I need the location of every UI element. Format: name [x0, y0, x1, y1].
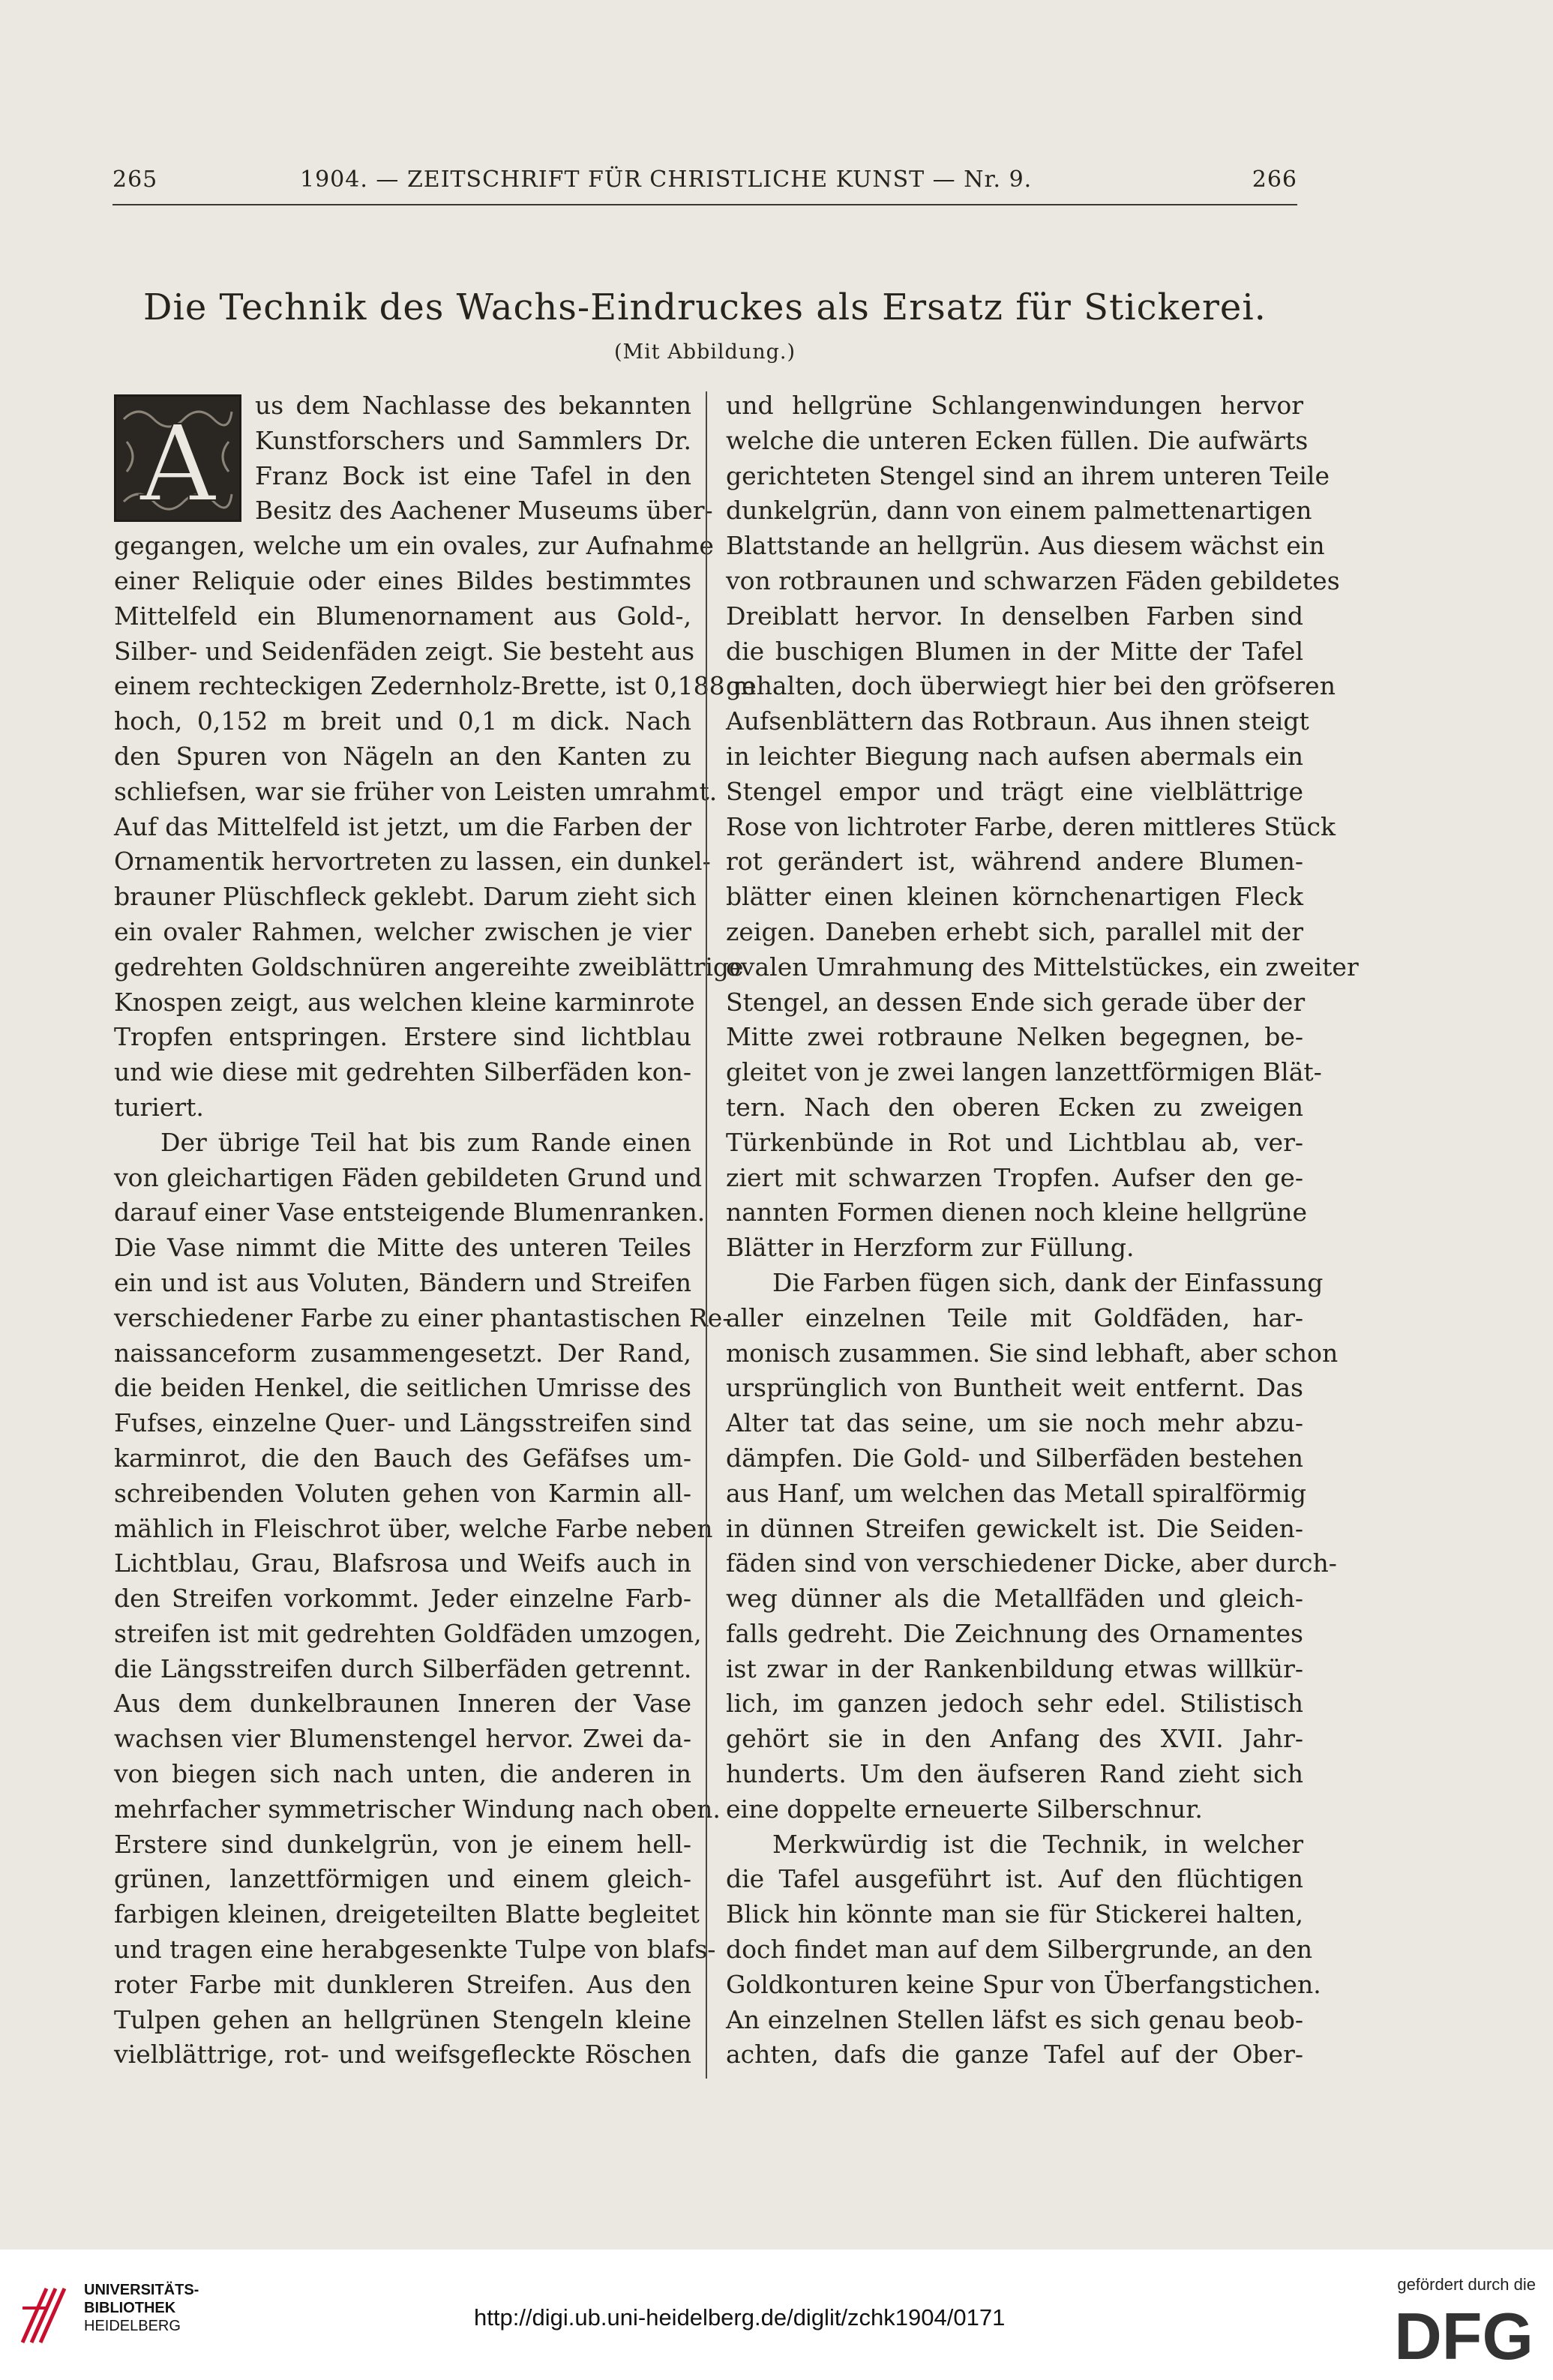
text-line: Fufses, einzelne Quer- und Längsstreifen sind — [114, 1408, 692, 1438]
text-line: ein und ist aus Voluten, Bändern und Streifen — [114, 1267, 691, 1297]
text-line: Lichtblau, Grau, Blafsrosa und Weifs auch in — [114, 1548, 691, 1578]
ub-heidelberg-logo-icon[interactable] — [16, 2278, 69, 2350]
text-line: zeigen. Daneben erhebt sich, parallel mit der — [726, 916, 1303, 946]
journal-header-title: 1904. — ZEITSCHRIFT FÜR CHRISTLICHE KUNST — Nr. 9. — [300, 166, 1033, 193]
text-line: Ornamentik hervortreten zu lassen, ein dunkel- — [114, 847, 711, 877]
text-line: Erstere sind dunkelgrün, von je einem hell- — [114, 1829, 691, 1859]
article-title: Die Technik des Wachs-Eindruckes als Ersatz für Stickerei. — [143, 286, 1267, 328]
text-line: in dünnen Streifen gewickelt ist. Die Seiden- — [726, 1513, 1303, 1543]
text-line: die Längsstreifen durch Silberfäden getrennt. — [114, 1653, 692, 1683]
text-line: Tropfen entspringen. Erstere sind lichtblau — [114, 1022, 691, 1052]
text-line: vielblättrige, rot- und weifsgefleckte Röschen — [114, 2040, 691, 2070]
text-line: und hellgrüne Schlangenwindungen hervor — [726, 391, 1303, 420]
text-line: doch findet man auf dem Silbergrunde, an den — [726, 1935, 1313, 1965]
permalink-url[interactable]: http://digi.ub.uni-heidelberg.de/diglit/zchk1904/0171 — [474, 2304, 1006, 2331]
text-line: Franz Bock ist eine Tafel in den — [255, 460, 691, 490]
text-line: An einzelnen Stellen läfst es sich genau beob- — [726, 2004, 1303, 2034]
running-header — [112, 166, 1297, 199]
column-divider — [706, 391, 707, 2079]
text-line: aller einzelnen Teile mit Goldfäden, har- — [726, 1302, 1303, 1332]
library-name[interactable] — [84, 2281, 199, 2335]
dfg-logo-icon[interactable] — [1380, 2299, 1537, 2373]
text-line: ovalen Umrahmung des Mittelstückes, ein zweiter — [726, 952, 1359, 982]
text-line: die beiden Henkel, die seitlichen Umrisse des — [114, 1373, 691, 1403]
text-line: von biegen sich nach unten, die anderen in — [114, 1759, 691, 1789]
text-line: monisch zusammen. Sie sind lebhaft, aber schon — [726, 1338, 1339, 1368]
text-line: darauf einer Vase entsteigende Blumenranken. — [114, 1197, 706, 1227]
text-line: ist zwar in der Rankenbildung etwas willkür- — [726, 1653, 1303, 1683]
text-line: von gleichartigen Fäden gebildeten Grund und — [114, 1162, 703, 1192]
text-line: gehört sie in den Anfang des XVII. Jahr- — [726, 1724, 1303, 1754]
text-line: einer Reliquie oder eines Bildes bestimmtes — [114, 565, 691, 595]
text-line: grünen, lanzettförmigen und einem gleich- — [114, 1864, 691, 1894]
text-line: falls gedreht. Die Zeichnung des Ornamentes — [726, 1618, 1303, 1648]
text-line: Kunstforschers und Sammlers Dr. — [255, 425, 691, 455]
text-line: brauner Plüschfleck geklebt. Darum zieht sich — [114, 882, 697, 912]
text-line: achten, dafs die ganze Tafel auf der Ober- — [726, 2040, 1303, 2070]
text-line: aus Hanf, um welchen das Metall spiralförmig — [726, 1478, 1306, 1508]
text-line: Dreiblatt hervor. In denselben Farben sind — [726, 601, 1303, 631]
text-line: Mitte zwei rotbraune Nelken begegnen, be- — [726, 1022, 1303, 1052]
text-line: streifen ist mit gedrehten Goldfäden umzogen, — [114, 1618, 702, 1648]
text-line: us dem Nachlasse des bekannten — [255, 391, 691, 420]
text-line: lich, im ganzen jedoch sehr edel. Stilistisch — [726, 1689, 1303, 1719]
text-line: Die Vase nimmt die Mitte des unteren Teiles — [114, 1233, 691, 1263]
text-line: karminrot, die den Bauch des Gefäfses um- — [114, 1443, 691, 1473]
text-line: gehalten, doch überwiegt hier bei den gröfseren — [726, 671, 1336, 701]
text-line: dämpfen. Die Gold- und Silberfäden bestehen — [726, 1443, 1303, 1473]
text-line: ein ovaler Rahmen, welcher zwischen je vier — [114, 916, 691, 946]
text-line: Der übrige Teil hat bis zum Rande einen — [160, 1127, 691, 1157]
text-line: ziert mit schwarzen Tropfen. Aufser den ge- — [726, 1162, 1303, 1192]
text-line: Tulpen gehen an hellgrünen Stengeln kleine — [114, 2004, 691, 2034]
library-name-line: HEIDELBERG — [84, 2318, 181, 2334]
text-line: weg dünner als die Metallfäden und gleich- — [726, 1584, 1303, 1614]
text-line: nannten Formen dienen noch kleine hellgrüne — [726, 1197, 1308, 1227]
text-line: ursprünglich von Buntheit weit entfernt. Das — [726, 1373, 1303, 1403]
text-line: Rose von lichtroter Farbe, deren mittleres Stück — [726, 811, 1336, 841]
text-line: Merkwürdig ist die Technik, in welcher — [772, 1829, 1303, 1859]
text-line: mählich in Fleischrot über, welche Farbe neben — [114, 1513, 713, 1543]
text-line: verschiedener Farbe zu einer phantastischen Re- — [114, 1302, 731, 1332]
text-line: Auf das Mittelfeld ist jetzt, um die Farben der — [114, 811, 691, 841]
text-line: fäden sind von verschiedener Dicke, aber durch- — [726, 1548, 1337, 1578]
text-line: gleitet von je zwei langen lanzettförmigen Blät- — [726, 1057, 1322, 1087]
text-line: turiert. — [114, 1092, 204, 1122]
text-line: naissanceform zusammengesetzt. Der Rand, — [114, 1338, 691, 1368]
text-line: tern. Nach den oberen Ecken zu zweigen — [726, 1092, 1303, 1122]
page-number-left: 265 — [112, 166, 158, 193]
text-line: die Tafel ausgeführt ist. Auf den flüchtigen — [726, 1864, 1303, 1894]
text-line: den Streifen vorkommt. Jeder einzelne Farb- — [114, 1584, 691, 1614]
text-line: rot gerändert ist, während andere Blumen- — [726, 847, 1303, 877]
dropcap-letter: A — [139, 403, 216, 526]
text-line: in leichter Biegung nach aufsen abermals ein — [726, 741, 1303, 771]
text-line: von rotbraunen und schwarzen Fäden gebildetes — [726, 565, 1340, 595]
text-line: welche die unteren Ecken füllen. Die aufwärts — [726, 425, 1309, 455]
text-line: Stengel empor und trägt eine vielblättrige — [726, 776, 1303, 806]
text-line: farbigen kleinen, dreigeteilten Blatte begleitet — [114, 1899, 700, 1929]
text-line: Blattstande an hellgrün. Aus diesem wächst ein — [726, 531, 1325, 561]
text-line: dunkelgrün, dann von einem palmettenartigen — [726, 496, 1312, 526]
page-number-right: 266 — [1252, 166, 1297, 193]
text-line: und tragen eine herabgesenkte Tulpe von blafs- — [114, 1935, 716, 1965]
text-line: hoch, 0,152 m breit und 0,1 m dick. Nach — [114, 706, 691, 736]
text-line: eine doppelte erneuerte Silberschnur. — [726, 1794, 1203, 1824]
article-subtitle: (Mit Abbildung.) — [613, 340, 796, 364]
text-line: Alter tat das seine, um sie noch mehr abzu- — [726, 1408, 1303, 1438]
viewer-footer — [0, 2250, 1553, 2380]
text-line: schreibenden Voluten gehen von Karmin all- — [114, 1478, 691, 1508]
text-line: Aus dem dunkelbraunen Inneren der Vase — [114, 1689, 691, 1719]
text-line: Die Farben fügen sich, dank der Einfassung — [772, 1267, 1324, 1297]
text-line: Blätter in Herzform zur Füllung. — [726, 1233, 1135, 1263]
text-line: und wie diese mit gedrehten Silberfäden kon- — [114, 1057, 691, 1087]
text-line: Türkenbünde in Rot und Lichtblau ab, ver- — [726, 1127, 1303, 1157]
header-rule — [112, 204, 1297, 205]
text-line: Goldkonturen keine Spur von Überfangstichen. — [726, 1969, 1321, 1999]
library-name-line: UNIVERSITÄTS- — [84, 2282, 199, 2298]
funding-label: gefördert durch die — [1397, 2275, 1536, 2294]
text-line: gedrehten Goldschnüren angereihte zweiblättrige — [114, 952, 744, 982]
text-line: Besitz des Aachener Museums über- — [255, 496, 713, 526]
text-line: Mittelfeld ein Blumenornament aus Gold-, — [114, 601, 691, 631]
text-line: hunderts. Um den äufseren Rand zieht sich — [726, 1759, 1303, 1789]
text-line: roter Farbe mit dunkleren Streifen. Aus den — [114, 1969, 691, 1999]
text-line: wachsen vier Blumenstengel hervor. Zwei da- — [114, 1724, 691, 1754]
text-line: mehrfacher symmetrischer Windung nach oben. — [114, 1794, 721, 1824]
right-column — [726, 388, 1359, 2073]
text-line: blätter einen kleinen körnchenartigen Fleck — [726, 882, 1303, 912]
text-line: schliefsen, war sie früher von Leisten umrahmt. — [114, 776, 718, 806]
text-line: gegangen, welche um ein ovales, zur Aufnahme — [114, 531, 714, 561]
dfg-logo-text: DFG — [1394, 2299, 1534, 2373]
text-line: die buschigen Blumen in der Mitte der Tafel — [726, 636, 1303, 666]
library-name-line: BIBLIOTHEK — [84, 2300, 176, 2316]
text-line: einem rechteckigen Zedernholz-Brette, ist 0,188 m — [114, 671, 757, 701]
text-line: Stengel, an dessen Ende sich gerade über der — [726, 987, 1306, 1017]
left-column — [114, 388, 757, 2073]
text-line: Blick hin könnte man sie für Stickerei halten, — [726, 1899, 1303, 1929]
text-line: Knospen zeigt, aus welchen kleine karminrote — [114, 987, 695, 1017]
text-line: Silber- und Seidenfäden zeigt. Sie besteht aus — [114, 636, 695, 666]
text-line: Aufsenblättern das Rotbraun. Aus ihnen steigt — [726, 706, 1309, 736]
text-line: gerichteten Stengel sind an ihrem unteren Teile — [726, 460, 1330, 490]
text-line: den Spuren von Nägeln an den Kanten zu — [114, 741, 691, 771]
